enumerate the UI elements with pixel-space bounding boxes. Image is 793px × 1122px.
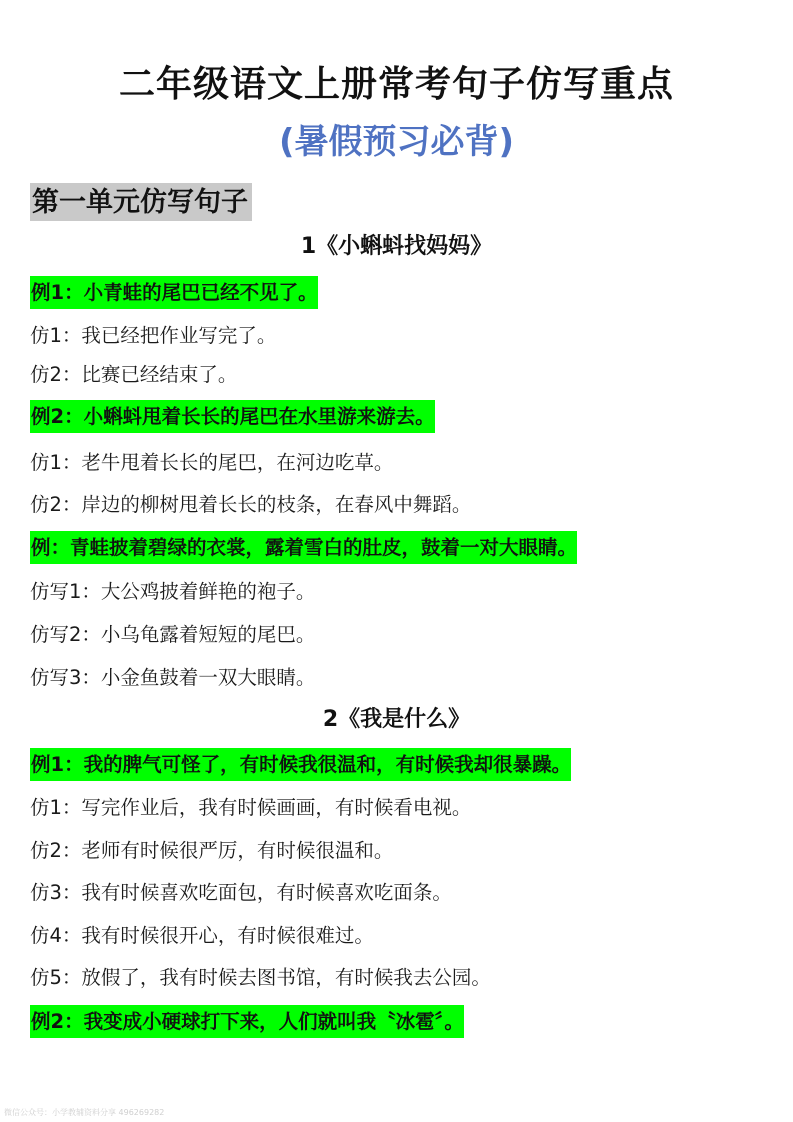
imitation-sentence: 仿2：比赛已经结束了。	[30, 363, 238, 386]
imitation-sentence: 仿2：岸边的柳树甩着长长的枝条，在春风中舞蹈。	[30, 493, 472, 516]
example-sentence: 例：青蛙披着碧绿的衣裳，露着雪白的肚皮，鼓着一对大眼睛。	[30, 531, 577, 564]
imitation-sentence: 仿2：老师有时候很严厉，有时候很温和。	[30, 839, 394, 862]
imitation-sentence: 仿1：写完作业后，我有时候画画，有时候看电视。	[30, 796, 472, 819]
imitation-sentence: 仿写2：小乌龟露着短短的尾巴。	[30, 623, 316, 646]
example-sentence: 例1：小青蛙的尾巴已经不见了。	[30, 276, 318, 309]
imitation-sentence: 仿写3：小金鱼鼓着一双大眼睛。	[30, 666, 316, 689]
imitation-sentence: 仿4：我有时候很开心，有时候很难过。	[30, 924, 374, 947]
imitation-sentence: 仿3：我有时候喜欢吃面包，有时候喜欢吃面条。	[30, 881, 452, 904]
page-title: 二年级语文上册常考句子仿写重点	[118, 64, 674, 105]
imitation-sentence: 仿1：老牛甩着长长的尾巴，在河边吃草。	[30, 451, 394, 474]
example-sentence: 例2：小蝌蚪甩着长长的尾巴在水里游来游去。	[30, 400, 435, 433]
imitation-sentence: 仿5：放假了，我有时候去图书馆，有时候我去公园。	[30, 966, 491, 989]
example-sentence: 例1：我的脾气可怪了，有时候我很温和，有时候我却很暴躁。	[30, 748, 571, 781]
example-sentence: 例2：我变成小硬球打下来，人们就叫我〝冰雹〞。	[30, 1005, 464, 1038]
lesson-title: 1《小蝌蚪找妈妈》	[300, 234, 493, 259]
lesson-title: 2《我是什么》	[322, 707, 471, 732]
imitation-sentence: 仿1：我已经把作业写完了。	[30, 324, 277, 347]
imitation-sentence: 仿写1：大公鸡披着鲜艳的袍子。	[30, 580, 316, 603]
unit-heading: 第一单元仿写句子	[30, 183, 252, 221]
watermark-text: 微信公众号：小学教辅资料分享 496269282	[4, 1108, 165, 1117]
page-subtitle: (暑假预习必背)	[278, 122, 515, 162]
